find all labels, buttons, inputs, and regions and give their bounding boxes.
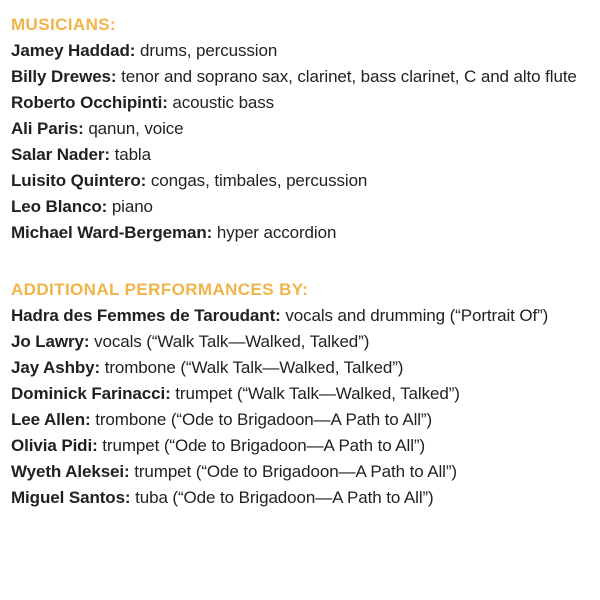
performer-detail: vocals (“Walk Talk—Walked, Talked”) — [94, 332, 370, 351]
musician-name: Leo Blanco: — [11, 197, 108, 216]
musician-name: Salar Nader: — [11, 145, 110, 164]
musician-entry — [11, 142, 600, 168]
musician-detail: acoustic bass — [172, 93, 275, 112]
performer-detail: tuba (“Ode to Brigadoon—A Path to All”) — [135, 488, 434, 507]
musician-name: Michael Ward-Bergeman: — [11, 223, 213, 242]
musician-detail: qanun, voice — [88, 119, 184, 138]
performer-name: Lee Allen: — [11, 410, 91, 429]
performer-entry — [11, 459, 600, 485]
performer-detail: trumpet (“Walk Talk—Walked, Talked”) — [175, 384, 460, 403]
additional-performances-heading: ADDITIONAL PERFORMANCES BY: — [11, 280, 309, 299]
performer-name: Wyeth Aleksei: — [11, 462, 130, 481]
performer-entry — [11, 407, 600, 433]
musician-entry — [11, 64, 600, 90]
musician-detail: piano — [111, 197, 153, 216]
performer-name: Hadra des Femmes de Taroudant: — [11, 306, 281, 325]
musician-entry — [11, 90, 600, 116]
musicians-section — [11, 12, 600, 246]
musician-entry — [11, 220, 600, 246]
musician-name: Jamey Haddad: — [11, 41, 136, 60]
performer-detail: trumpet (“Ode to Brigadoon—A Path to All”) — [102, 436, 426, 455]
performer-name: Olivia Pidi: — [11, 436, 98, 455]
performer-detail: trumpet (“Ode to Brigadoon—A Path to All”) — [134, 462, 457, 481]
musician-name: Billy Drewes: — [11, 67, 117, 86]
musician-name: Luisito Quintero: — [11, 171, 147, 190]
additional-performances-section — [11, 277, 600, 511]
performer-name: Jay Ashby: — [11, 358, 101, 377]
performer-detail: trombone (“Walk Talk—Walked, Talked”) — [104, 358, 404, 377]
musician-entry — [11, 168, 600, 194]
musicians-heading: MUSICIANS: — [11, 15, 117, 34]
performer-name: Jo Lawry: — [11, 332, 90, 351]
musician-entry — [11, 38, 600, 64]
musician-detail: tenor and soprano sax, clarinet, bass clarinet, C and alto flute — [121, 67, 577, 86]
performer-entry — [11, 355, 600, 381]
performer-entry — [11, 381, 600, 407]
performer-entry — [11, 485, 600, 511]
performer-entry — [11, 329, 600, 355]
musician-detail: drums, percussion — [139, 41, 278, 60]
musician-name: Ali Paris: — [11, 119, 84, 138]
performer-name: Dominick Farinacci: — [11, 384, 171, 403]
performer-entry — [11, 433, 600, 459]
musician-detail: hyper accordion — [216, 223, 337, 242]
performer-entry — [11, 303, 600, 329]
performer-name: Miguel Santos: — [11, 488, 131, 507]
performer-detail: trombone (“Ode to Brigadoon—A Path to All”) — [95, 410, 433, 429]
musician-detail: tabla — [114, 145, 151, 164]
musician-detail: congas, timbales, percussion — [150, 171, 368, 190]
performer-detail: vocals and drumming (“Portrait Of”) — [285, 306, 549, 325]
musician-name: Roberto Occhipinti: — [11, 93, 168, 112]
musician-entry — [11, 194, 600, 220]
musician-entry — [11, 116, 600, 142]
